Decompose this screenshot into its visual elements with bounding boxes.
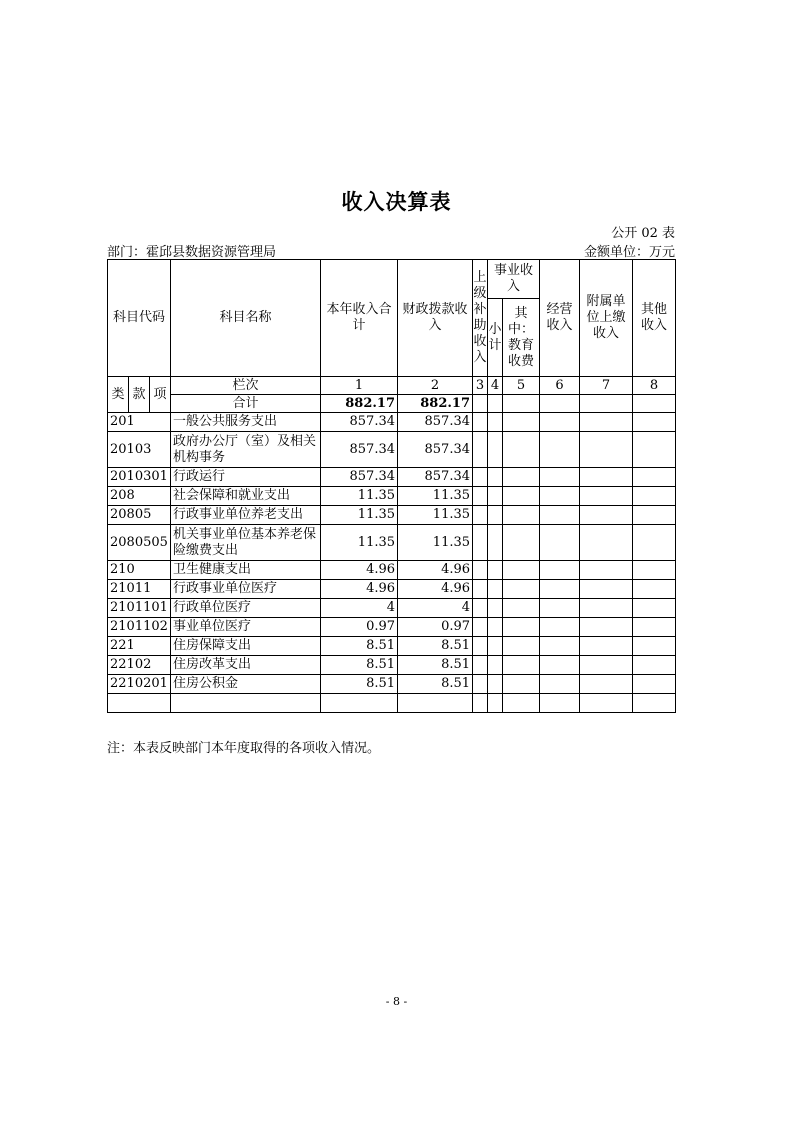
table-row (108, 413, 676, 432)
row-fiscal: 11.35 (398, 506, 473, 525)
row-fiscal: 857.34 (398, 432, 473, 468)
header-edu: 其中：教育收费 (503, 299, 540, 377)
row-name: 行政运行 (171, 468, 321, 487)
header-row-1 (108, 260, 676, 299)
col-num-5: 5 (503, 377, 540, 395)
row-fiscal: 857.34 (398, 468, 473, 487)
row-total: 4.96 (321, 580, 398, 599)
row-name: 卫生健康支出 (171, 561, 321, 580)
header-affiliate: 附属单位上缴收入 (580, 260, 633, 377)
row-name: 行政单位医疗 (171, 599, 321, 618)
page-number: - 8 - (385, 995, 408, 1008)
row-fiscal: 0.97 (398, 618, 473, 637)
row-fiscal: 8.51 (398, 675, 473, 694)
unit-label: 金额单位：万元 (583, 245, 675, 260)
row-code: 22102 (108, 656, 171, 675)
col-num-6: 6 (540, 377, 580, 395)
row-total: 11.35 (321, 525, 398, 561)
row-total: 857.34 (321, 413, 398, 432)
row-code: 221 (108, 637, 171, 656)
table-row (108, 487, 676, 506)
row-code: 201 (108, 413, 171, 432)
table-row (108, 468, 676, 487)
row-code: 2080505 (108, 525, 171, 561)
header-lei: 类 (108, 377, 129, 413)
row-total: 857.34 (321, 468, 398, 487)
table-row (108, 580, 676, 599)
col-num-4: 4 (488, 377, 503, 395)
header-xiang: 项 (150, 377, 171, 413)
row-total: 11.35 (321, 487, 398, 506)
empty-row (108, 694, 676, 713)
department-label: 部门：霍邱县数据资源管理局 (107, 245, 277, 260)
col-num-7: 7 (580, 377, 633, 395)
row-fiscal: 857.34 (398, 413, 473, 432)
table-row (108, 432, 676, 468)
header-business: 事业收入 (488, 260, 540, 299)
row-name: 政府办公厅（室）及相关机构事务 (171, 432, 321, 468)
header-kuan: 款 (129, 377, 150, 413)
row-name: 事业单位医疗 (171, 618, 321, 637)
row-name: 住房保障支出 (171, 637, 321, 656)
row-name: 行政事业单位养老支出 (171, 506, 321, 525)
row-code: 2101101 (108, 599, 171, 618)
row-code: 20103 (108, 432, 171, 468)
table-row (108, 599, 676, 618)
total-row (108, 395, 676, 413)
total-label: 合计 (171, 395, 321, 413)
row-name: 社会保障和就业支出 (171, 487, 321, 506)
total-amount: 882.17 (321, 395, 398, 413)
row-code: 21011 (108, 580, 171, 599)
row-total: 0.97 (321, 618, 398, 637)
row-total: 4 (321, 599, 398, 618)
row-fiscal: 11.35 (398, 525, 473, 561)
table-note: 注：本表反映部门本年度取得的各项收入情况。 (107, 741, 381, 756)
row-total: 8.51 (321, 675, 398, 694)
row-name: 一般公共服务支出 (171, 413, 321, 432)
row-code: 210 (108, 561, 171, 580)
row-name: 行政事业单位医疗 (171, 580, 321, 599)
col-num-3: 3 (473, 377, 488, 395)
row-total: 8.51 (321, 656, 398, 675)
header-operation: 经营收入 (540, 260, 580, 377)
row-total: 857.34 (321, 432, 398, 468)
table-row (108, 656, 676, 675)
row-fiscal: 8.51 (398, 656, 473, 675)
row-total: 11.35 (321, 506, 398, 525)
header-fiscal: 财政拨款收入 (398, 260, 473, 377)
row-code: 2101102 (108, 618, 171, 637)
income-table (107, 259, 676, 713)
col-num-8: 8 (633, 377, 676, 395)
row-name: 住房公积金 (171, 675, 321, 694)
row-name: 住房改革支出 (171, 656, 321, 675)
header-subtotal: 小计 (488, 299, 503, 377)
row-fiscal: 4 (398, 599, 473, 618)
row-code: 208 (108, 487, 171, 506)
header-code: 科目代码 (108, 260, 171, 377)
col-num-2: 2 (398, 377, 473, 395)
table-row (108, 561, 676, 580)
row-name: 机关事业单位基本养老保险缴费支出 (171, 525, 321, 561)
row-total: 4.96 (321, 561, 398, 580)
header-other: 其他收入 (633, 260, 676, 377)
table-row (108, 675, 676, 694)
header-total: 本年收入合计 (321, 260, 398, 377)
lanci-label: 栏次 (171, 377, 321, 395)
table-row (108, 618, 676, 637)
table-row (108, 506, 676, 525)
row-fiscal: 8.51 (398, 637, 473, 656)
row-fiscal: 4.96 (398, 580, 473, 599)
table-row (108, 637, 676, 656)
page-title: 收入决算表 (341, 190, 452, 214)
header-name: 科目名称 (171, 260, 321, 377)
header-superior: 上级补助收入 (473, 260, 488, 377)
total-fiscal: 882.17 (398, 395, 473, 413)
row-code: 2210201 (108, 675, 171, 694)
table-row (108, 525, 676, 561)
col-num-1: 1 (321, 377, 398, 395)
form-number: 公开 02 表 (611, 226, 675, 241)
lanci-row (108, 377, 676, 395)
row-total: 8.51 (321, 637, 398, 656)
row-fiscal: 4.96 (398, 561, 473, 580)
row-fiscal: 11.35 (398, 487, 473, 506)
row-code: 20805 (108, 506, 171, 525)
row-code: 2010301 (108, 468, 171, 487)
